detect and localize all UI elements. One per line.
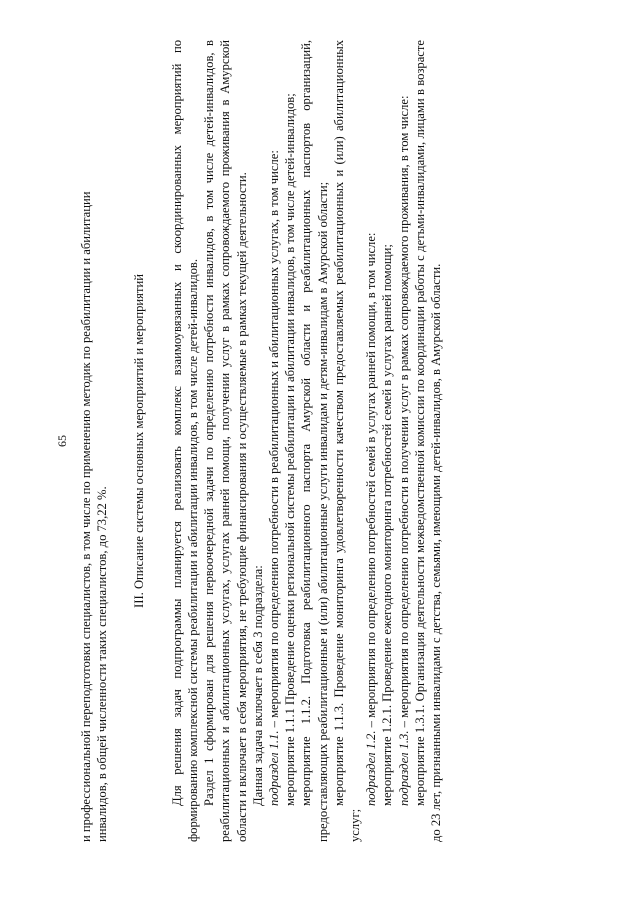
subsection-label: подраздел 1.1.: [267, 730, 282, 806]
paragraph: мероприятие 1.3.1. Организация деятельности межведомственной комиссии по координации работы с детьми-инвалидами, лицами в возрасте до 23 лет, признанными инвалидами с детства, семьями, имеющими детей-инвалидов, в Амурской области.: [412, 40, 444, 842]
paragraph: мероприятие 1.1.3. Проведение мониторинга удовлетворенности качеством предоставляемых реабилитационных и (или) абилитационных услуг;: [331, 40, 363, 842]
paragraph: Раздел 1 сформирован для решения первоочередной задачи по определению потребности инвалидов, в том числе детей-инвалидов, в реабилитационных и абилитационных услугах, услугах ранней помощи, получении услуг в рамках сопровождаемого проживания в Амурской области и включает в себя мероприятия, не требующие финансирования и осуществляемые в рамках текущей деятельности.: [202, 40, 249, 842]
paragraph: Для решения задач подпрограммы планируется реализовать комплекс взаимоувязанных и скоординированных мероприятий по формированию комплексной системы реабилитации и абилитации инвалидов, в том числе детей-инвалидов.: [169, 40, 201, 842]
paragraph-text: – мероприятия по определению потребности в реабилитационных и абилитационных услугах, в том числе:: [267, 150, 282, 731]
intro-line: и профессиональной переподготовки специалистов, в том числе по применению методик по реабилитации и абилитации: [79, 191, 94, 842]
paragraph-text: – мероприятия по определению потребностей семей в услугах ранней помощи, в том числе:: [364, 232, 379, 731]
paragraph-text: – мероприятия по определению потребности в получении услуг в рамках сопровождаемого проживания, в том числе:: [396, 95, 411, 731]
subsection-label: подраздел 1.3.: [396, 730, 411, 806]
intro-line: инвалидов, в общей численности таких специалистов, до 73,22 %.: [95, 486, 110, 842]
paragraph: мероприятие 1.1.1 Проведение оценки региональной системы реабилитации и абилитации инвалидов, в том числе детей-инвалидов;: [283, 93, 298, 806]
paragraph: Данная задача включает в себя 3 подраздела:: [250, 565, 265, 806]
paragraph: [363, 40, 379, 842]
paragraph: мероприятие 1.2.1. Проведение ежегодного мониторинга потребностей семей в услугах ранней помощи;: [380, 244, 395, 806]
page-number: 65: [55, 435, 69, 447]
section-heading: III. Описание системы основных мероприятий и мероприятий: [131, 274, 146, 608]
paragraph: [396, 40, 412, 842]
paragraph: [266, 40, 282, 842]
paragraph: мероприятие 1.1.2. Подготовка реабилитационного паспорта Амурской области и реабилитационных паспортов организаций, предоставляющих реабилитационные и (или) абилитационные услуги инвалидам и детям-инвалидам в Амурской области;: [299, 40, 330, 842]
subsection-label: подраздел 1.2.: [364, 730, 379, 806]
document-page: [40, 12, 600, 892]
